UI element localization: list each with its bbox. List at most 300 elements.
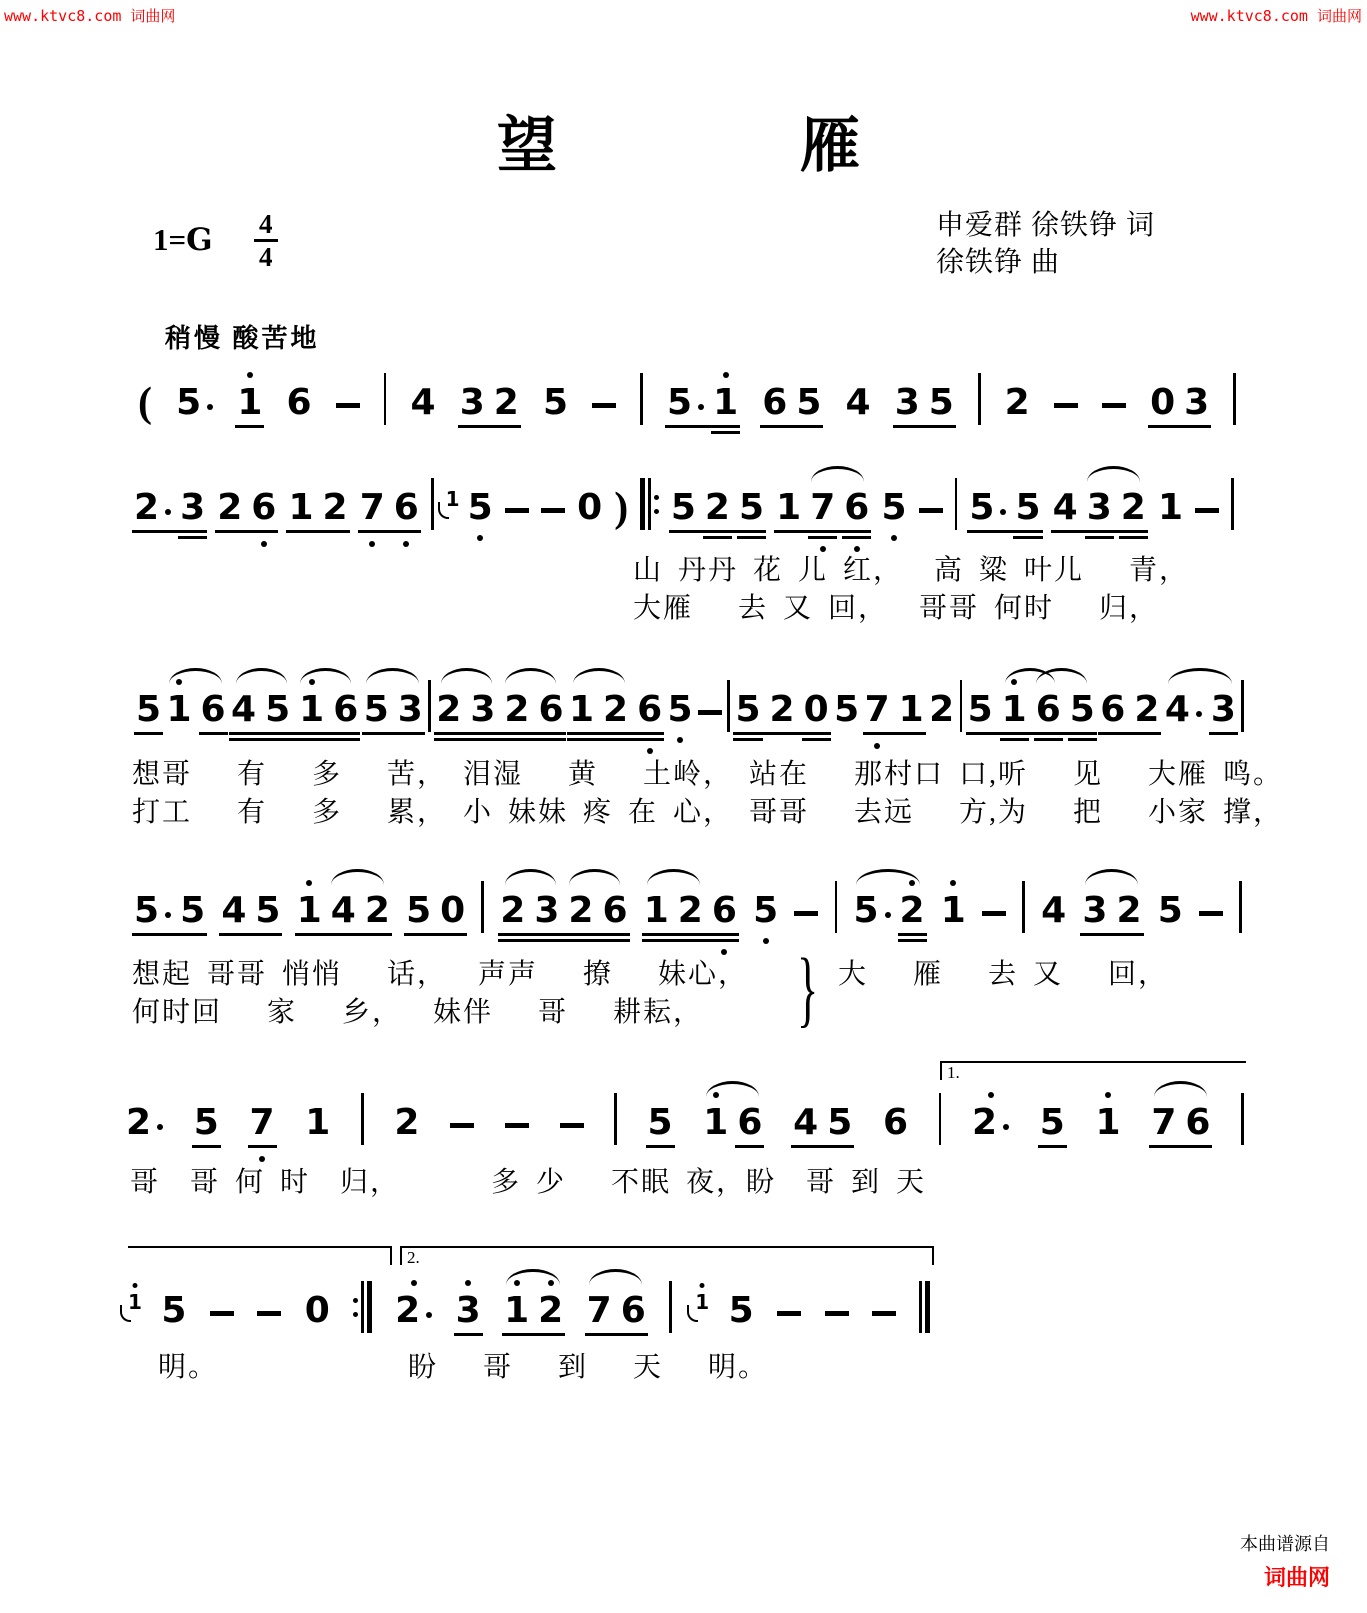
jianpu-note — [967, 689, 993, 730]
jianpu-note — [1082, 890, 1108, 931]
beam-group — [967, 689, 1095, 730]
note-digit: 0 — [440, 890, 466, 931]
dash-note — [505, 1123, 529, 1128]
beam-line — [1080, 933, 1143, 936]
note-digit: 2 — [1120, 487, 1146, 528]
slur-arc — [331, 869, 384, 885]
beam-line — [567, 732, 664, 735]
note-digit: 6 — [620, 1290, 646, 1331]
jianpu-note — [853, 890, 890, 931]
beam-line — [229, 732, 360, 735]
note-digit: 2 — [538, 1290, 564, 1331]
jianpu-note — [737, 1102, 763, 1143]
lyrics-line4-verse1: 想起 哥哥 悄悄 话， 声声 撩 妹心， — [132, 959, 749, 990]
note-digit: 5 — [1157, 890, 1183, 931]
note-digit: 7 — [864, 689, 890, 730]
key-prefix: 1= — [153, 222, 187, 257]
note-digit: 3 — [180, 487, 206, 528]
note-digit: 1 — [504, 1290, 530, 1331]
note-digit: 4 — [1052, 487, 1078, 528]
jianpu-note — [470, 689, 496, 730]
dash-note — [541, 508, 565, 513]
duration-underline — [735, 1145, 764, 1148]
jianpu-note — [677, 890, 703, 931]
jianpu-note — [136, 689, 162, 730]
octave-dot-above — [306, 880, 312, 886]
dash-note — [1195, 508, 1219, 513]
jianpu-note — [363, 689, 389, 730]
beam-line — [863, 732, 926, 735]
octave-dot-below — [677, 737, 683, 743]
jianpu-note — [299, 689, 325, 730]
beam-line — [215, 530, 278, 533]
jianpu-note — [762, 382, 788, 423]
dash-note — [825, 1311, 849, 1316]
jianpu-note — [237, 382, 263, 423]
jianpu-note — [395, 1290, 432, 1331]
barline — [384, 373, 387, 425]
jianpu-note — [322, 487, 348, 528]
jianpu-note — [602, 890, 628, 931]
slur-arc — [505, 869, 556, 885]
grace-slide-hook — [687, 1305, 698, 1322]
augmentation-dot — [885, 912, 891, 918]
note-digit: 1 — [1001, 689, 1027, 730]
jianpu-note — [1015, 487, 1041, 528]
grace-slide-hook — [120, 1305, 131, 1322]
beam-line — [665, 425, 740, 428]
jianpu-note — [793, 1102, 819, 1143]
note-digit: 6 — [844, 487, 870, 528]
lyrics-line6-ending2: 盼 哥 到 天 明。 — [408, 1352, 769, 1383]
jianpu-note — [455, 1290, 481, 1331]
dash-note — [336, 403, 360, 408]
note-digit: 5 — [647, 1102, 673, 1143]
jianpu-note — [166, 689, 192, 730]
jianpu-note — [603, 689, 629, 730]
jianpu-note — [568, 689, 594, 730]
note-digit: 6 — [1100, 689, 1126, 730]
jianpu-note — [393, 487, 419, 528]
duration-underline — [199, 732, 228, 735]
octave-dot-below — [477, 535, 483, 541]
note-digit: 5 — [542, 382, 569, 423]
note-digit: 2 — [972, 1102, 1009, 1143]
note-digit: 1 — [288, 487, 314, 528]
jianpu-note — [1134, 689, 1160, 730]
beam-group — [288, 487, 348, 528]
note-digit: 3 — [455, 1290, 481, 1331]
jianpu-note — [542, 382, 569, 423]
jianpu-note — [231, 689, 257, 730]
note-digit: 2 — [1134, 689, 1160, 730]
jianpu-note — [249, 1102, 275, 1143]
beam-line — [585, 1333, 648, 1336]
octave-dot-below — [874, 743, 880, 749]
beam-group — [643, 890, 737, 931]
slur-arc — [506, 1269, 559, 1285]
note-digit: 0 — [577, 487, 603, 528]
slur-arc — [366, 668, 419, 684]
duration-underline — [703, 536, 732, 539]
note-digit: 6 — [333, 689, 359, 730]
note-digit: 5 — [670, 487, 696, 528]
slur-arc — [647, 869, 700, 885]
beam-group — [762, 382, 822, 423]
jianpu-note — [667, 382, 704, 423]
note-digit: 6 — [200, 689, 226, 730]
jianpu-note — [493, 382, 519, 423]
duration-underline — [733, 738, 762, 741]
jianpu-note — [711, 890, 737, 931]
note-digit: 1 — [1157, 487, 1184, 528]
note-digit: 1 — [166, 689, 192, 730]
octave-dot-below — [763, 938, 769, 944]
volta-bracket-1 — [940, 1061, 1246, 1080]
lyrics-line4-refrain: 大 雁 去 又 回， — [838, 959, 1169, 990]
jianpu-note — [1157, 890, 1183, 931]
jianpu-note — [1052, 487, 1078, 528]
lyrics-line2-verse1: 山 丹丹 花 儿 红， 高 粱 叶儿 青， — [633, 555, 1190, 586]
lyrics-line3-verse2: 打工 有 多 累， 小 妹妹 疼 在 心， 哥哥 去远 方,为 把 小家 撑， — [132, 797, 1284, 828]
beam-group — [853, 890, 925, 931]
duration-underline — [235, 425, 264, 428]
duration-underline — [802, 738, 831, 741]
beam-line — [669, 530, 766, 533]
note-digit: 5 — [728, 1290, 754, 1331]
slur-arc — [706, 1081, 759, 1097]
slur-arc — [169, 668, 222, 684]
jianpu-note — [940, 890, 966, 931]
dash-note — [450, 1123, 474, 1128]
beam-group — [1151, 1102, 1211, 1143]
barline — [431, 478, 434, 530]
beam-group — [776, 487, 870, 528]
note-digit: 1 — [776, 487, 802, 528]
note-digit: 3 — [534, 890, 560, 931]
jianpu-note — [288, 487, 314, 528]
jianpu-note — [538, 1290, 564, 1331]
beam-line — [774, 530, 871, 533]
jianpu-note — [504, 689, 530, 730]
barline — [361, 1093, 364, 1145]
slur-arc — [441, 668, 492, 684]
augmentation-dot — [1000, 509, 1006, 515]
note-digit: 1 — [237, 382, 263, 423]
note-digit: 5 — [967, 689, 993, 730]
jianpu-note — [738, 487, 765, 528]
beam-group — [670, 487, 765, 528]
note-digit: 6 — [711, 890, 737, 931]
watermark-top-left: www.ktvc8.com 词曲网 — [4, 7, 176, 25]
note-digit: 2 — [769, 689, 795, 730]
parenthesis: ) — [614, 485, 629, 531]
note-digit: 5 — [667, 382, 704, 423]
slur-arc — [811, 466, 864, 482]
duration-underline — [898, 939, 927, 942]
note-digit: 6 — [1185, 1102, 1211, 1143]
repeat-start-barline — [640, 478, 658, 530]
duration-underline — [1013, 536, 1042, 539]
jianpu-note — [459, 382, 485, 423]
beam-group — [436, 689, 564, 730]
beam-group — [134, 487, 206, 528]
barline — [939, 1093, 942, 1145]
music-line-6 — [128, 1287, 930, 1329]
jianpu-note — [1086, 487, 1112, 528]
note-digit: 3 — [1082, 890, 1108, 931]
jianpu-note — [134, 487, 171, 528]
duration-underline — [711, 431, 740, 434]
duration-underline — [454, 1333, 483, 1336]
note-digit: 1 — [643, 890, 669, 931]
grace-digit: 1 — [695, 1290, 710, 1314]
note-digit: 4 — [1041, 890, 1067, 931]
tempo-marking: 稍慢 酸苦地 — [165, 324, 320, 353]
jianpu-note — [1041, 890, 1067, 931]
grace-digit: 1 — [445, 487, 460, 511]
beam-group — [1164, 689, 1236, 730]
note-digit: 5 — [969, 487, 1006, 528]
beam-line — [1051, 530, 1148, 533]
jianpu-note — [667, 689, 693, 730]
composer-credit: 徐铁铮 曲 — [936, 247, 1061, 278]
dash-note — [872, 1311, 896, 1316]
note-digit: 3 — [459, 382, 485, 423]
jianpu-note — [1095, 1102, 1121, 1143]
jianpu-note — [436, 689, 462, 730]
jianpu-note — [796, 382, 822, 423]
note-digit: 4 — [1165, 689, 1202, 730]
beam-line — [458, 425, 521, 428]
jianpu-note — [894, 382, 920, 423]
note-digit: 2 — [394, 1102, 420, 1143]
note-digit: 5 — [753, 890, 779, 931]
augmentation-dot — [698, 404, 704, 410]
note-digit: 3 — [470, 689, 496, 730]
barline — [669, 1281, 672, 1333]
barline — [1241, 1093, 1244, 1145]
duration-underline — [248, 1145, 277, 1148]
time-signature-denominator: 4 — [259, 242, 273, 273]
note-digit: 5 — [176, 382, 213, 423]
music-line-4 — [134, 887, 1242, 929]
note-digit: 6 — [538, 689, 564, 730]
grace-digit: 1 — [128, 1290, 142, 1314]
time-signature-numerator: 4 — [254, 210, 278, 242]
jianpu-note — [504, 1290, 530, 1331]
dash-note — [982, 911, 1006, 916]
jianpu-note — [1120, 487, 1146, 528]
augmentation-dot — [426, 1312, 432, 1318]
beam-line — [733, 732, 830, 735]
beam-line — [1149, 1145, 1212, 1148]
beam-group — [359, 487, 419, 528]
slur-arc — [1087, 466, 1140, 482]
barline — [614, 1093, 617, 1145]
jianpu-note — [221, 890, 247, 931]
jianpu-note — [176, 382, 213, 423]
beam-line — [286, 530, 349, 533]
jianpu-note — [899, 890, 925, 931]
barline — [835, 881, 838, 933]
duration-underline — [134, 732, 163, 735]
jianpu-note — [803, 689, 829, 730]
dash-note — [919, 508, 943, 513]
note-digit: 2 — [603, 689, 629, 730]
note-digit: 5 — [796, 382, 822, 423]
slur-arc — [1085, 869, 1138, 885]
octave-dot-above — [132, 1283, 137, 1288]
jianpu-note — [845, 382, 871, 423]
dash-note — [257, 1311, 281, 1316]
beam-group — [1052, 487, 1146, 528]
note-digit: 7 — [1151, 1102, 1177, 1143]
augmentation-dot — [165, 912, 171, 918]
note-digit: 0 — [304, 1290, 330, 1331]
beam-line — [642, 939, 739, 942]
jianpu-note — [577, 487, 603, 528]
jianpu-note — [286, 382, 312, 423]
jianpu-note — [864, 689, 890, 730]
jianpu-note — [1164, 689, 1202, 730]
octave-dot-above — [411, 1280, 417, 1286]
jianpu-note — [200, 689, 226, 730]
jianpu-note — [769, 689, 795, 730]
jianpu-note — [255, 890, 281, 931]
jianpu-note — [1157, 487, 1184, 528]
jianpu-note — [844, 487, 870, 528]
jianpu-note — [1150, 382, 1176, 423]
beam-group — [134, 890, 206, 931]
beam-line — [229, 738, 360, 741]
beam-line — [434, 738, 565, 741]
repeat-end-barline — [353, 1281, 371, 1333]
music-line-1 — [138, 379, 1236, 426]
jianpu-note — [713, 382, 739, 423]
slur-arc — [569, 869, 620, 885]
note-digit: 1 — [299, 689, 325, 730]
lyrics-line3-verse1: 想哥 有 多 苦， 泪湿 黄 土岭， 站在 那村口 口,听 见 大雁 鸣。 — [132, 759, 1284, 790]
note-digit: 6 — [286, 382, 312, 423]
beam-group — [217, 487, 277, 528]
jianpu-note — [534, 890, 560, 931]
octave-dot-above — [988, 1092, 994, 1098]
jianpu-note — [586, 1290, 612, 1331]
beam-group — [864, 689, 924, 730]
note-digit: 2 — [322, 487, 348, 528]
jianpu-note — [305, 1102, 331, 1143]
jianpu-note — [500, 890, 526, 931]
duration-underline — [737, 536, 766, 539]
octave-dot-above — [700, 1283, 705, 1288]
dash-note — [794, 911, 818, 916]
note-digit: 2 — [1116, 890, 1142, 931]
note-digit: 2 — [504, 689, 530, 730]
footer-site-name: 词曲网 — [1263, 1565, 1330, 1590]
duration-underline — [842, 536, 871, 539]
note-digit: 2 — [500, 890, 526, 931]
note-digit: 2 — [677, 890, 703, 931]
jianpu-note — [753, 890, 779, 931]
duration-underline — [646, 1145, 675, 1148]
beam-group — [703, 1102, 763, 1143]
beam-line — [642, 933, 739, 936]
jianpu-note — [1001, 689, 1027, 730]
jianpu-note — [1116, 890, 1142, 931]
beam-group — [296, 890, 390, 931]
jianpu-note — [735, 689, 761, 730]
jianpu-note — [1184, 382, 1210, 423]
jianpu-note — [161, 1290, 187, 1331]
octave-dot-below — [261, 541, 267, 547]
note-digit: 4 — [221, 890, 247, 931]
note-digit: 4 — [793, 1102, 819, 1143]
jianpu-note — [440, 890, 466, 931]
augmentation-dot — [1196, 711, 1202, 717]
note-digit: 5 — [193, 1102, 219, 1143]
octave-dot-above — [465, 1280, 471, 1286]
beam-line — [1148, 425, 1211, 428]
note-digit: 6 — [737, 1102, 763, 1143]
jianpu-note — [126, 1102, 163, 1143]
note-digit: 3 — [1210, 689, 1236, 730]
beam-group — [221, 890, 281, 931]
note-digit: 2 — [395, 1290, 432, 1331]
beam-line — [132, 530, 207, 533]
footer-source-label: 本曲谱源自 — [1240, 1534, 1330, 1554]
grace-note — [446, 489, 460, 509]
note-digit: 5 — [1039, 1102, 1065, 1143]
note-digit: 5 — [667, 689, 693, 730]
beam-line — [219, 933, 282, 936]
note-digit: 2 — [929, 689, 955, 730]
jianpu-note — [882, 1102, 909, 1143]
key-tonic: G — [186, 222, 213, 258]
beam-line — [132, 933, 207, 936]
jianpu-note — [834, 689, 860, 730]
note-digit: 6 — [602, 890, 628, 931]
duration-underline — [808, 536, 837, 539]
note-digit: 2 — [134, 487, 171, 528]
beam-group — [363, 689, 423, 730]
jianpu-note — [972, 1102, 1009, 1143]
jianpu-note — [406, 890, 432, 931]
jianpu-note — [637, 689, 663, 730]
note-digit: 6 — [637, 689, 663, 730]
note-digit: 6 — [762, 382, 788, 423]
dash-note — [777, 1311, 801, 1316]
lyrics-line2-verse2: 大雁 去 又 回， 哥哥 何时 归， — [633, 593, 1160, 624]
slur-arc — [1168, 668, 1232, 684]
note-digit: 3 — [397, 689, 423, 730]
note-digit: 1 — [898, 689, 924, 730]
music-line-3 — [136, 686, 1244, 728]
jianpu-note — [1100, 689, 1126, 730]
note-digit: 5 — [406, 890, 432, 931]
barline — [955, 478, 958, 530]
note-digit: 2 — [1004, 382, 1030, 423]
beam-line — [966, 732, 1097, 735]
note-digit: 5 — [134, 890, 171, 931]
beam-line — [498, 939, 629, 942]
beam-line — [362, 732, 425, 735]
note-digit: 4 — [845, 382, 871, 423]
duration-underline — [1209, 732, 1238, 735]
note-digit: 6 — [251, 487, 277, 528]
note-digit: 1 — [305, 1102, 331, 1143]
jianpu-note — [410, 382, 436, 423]
